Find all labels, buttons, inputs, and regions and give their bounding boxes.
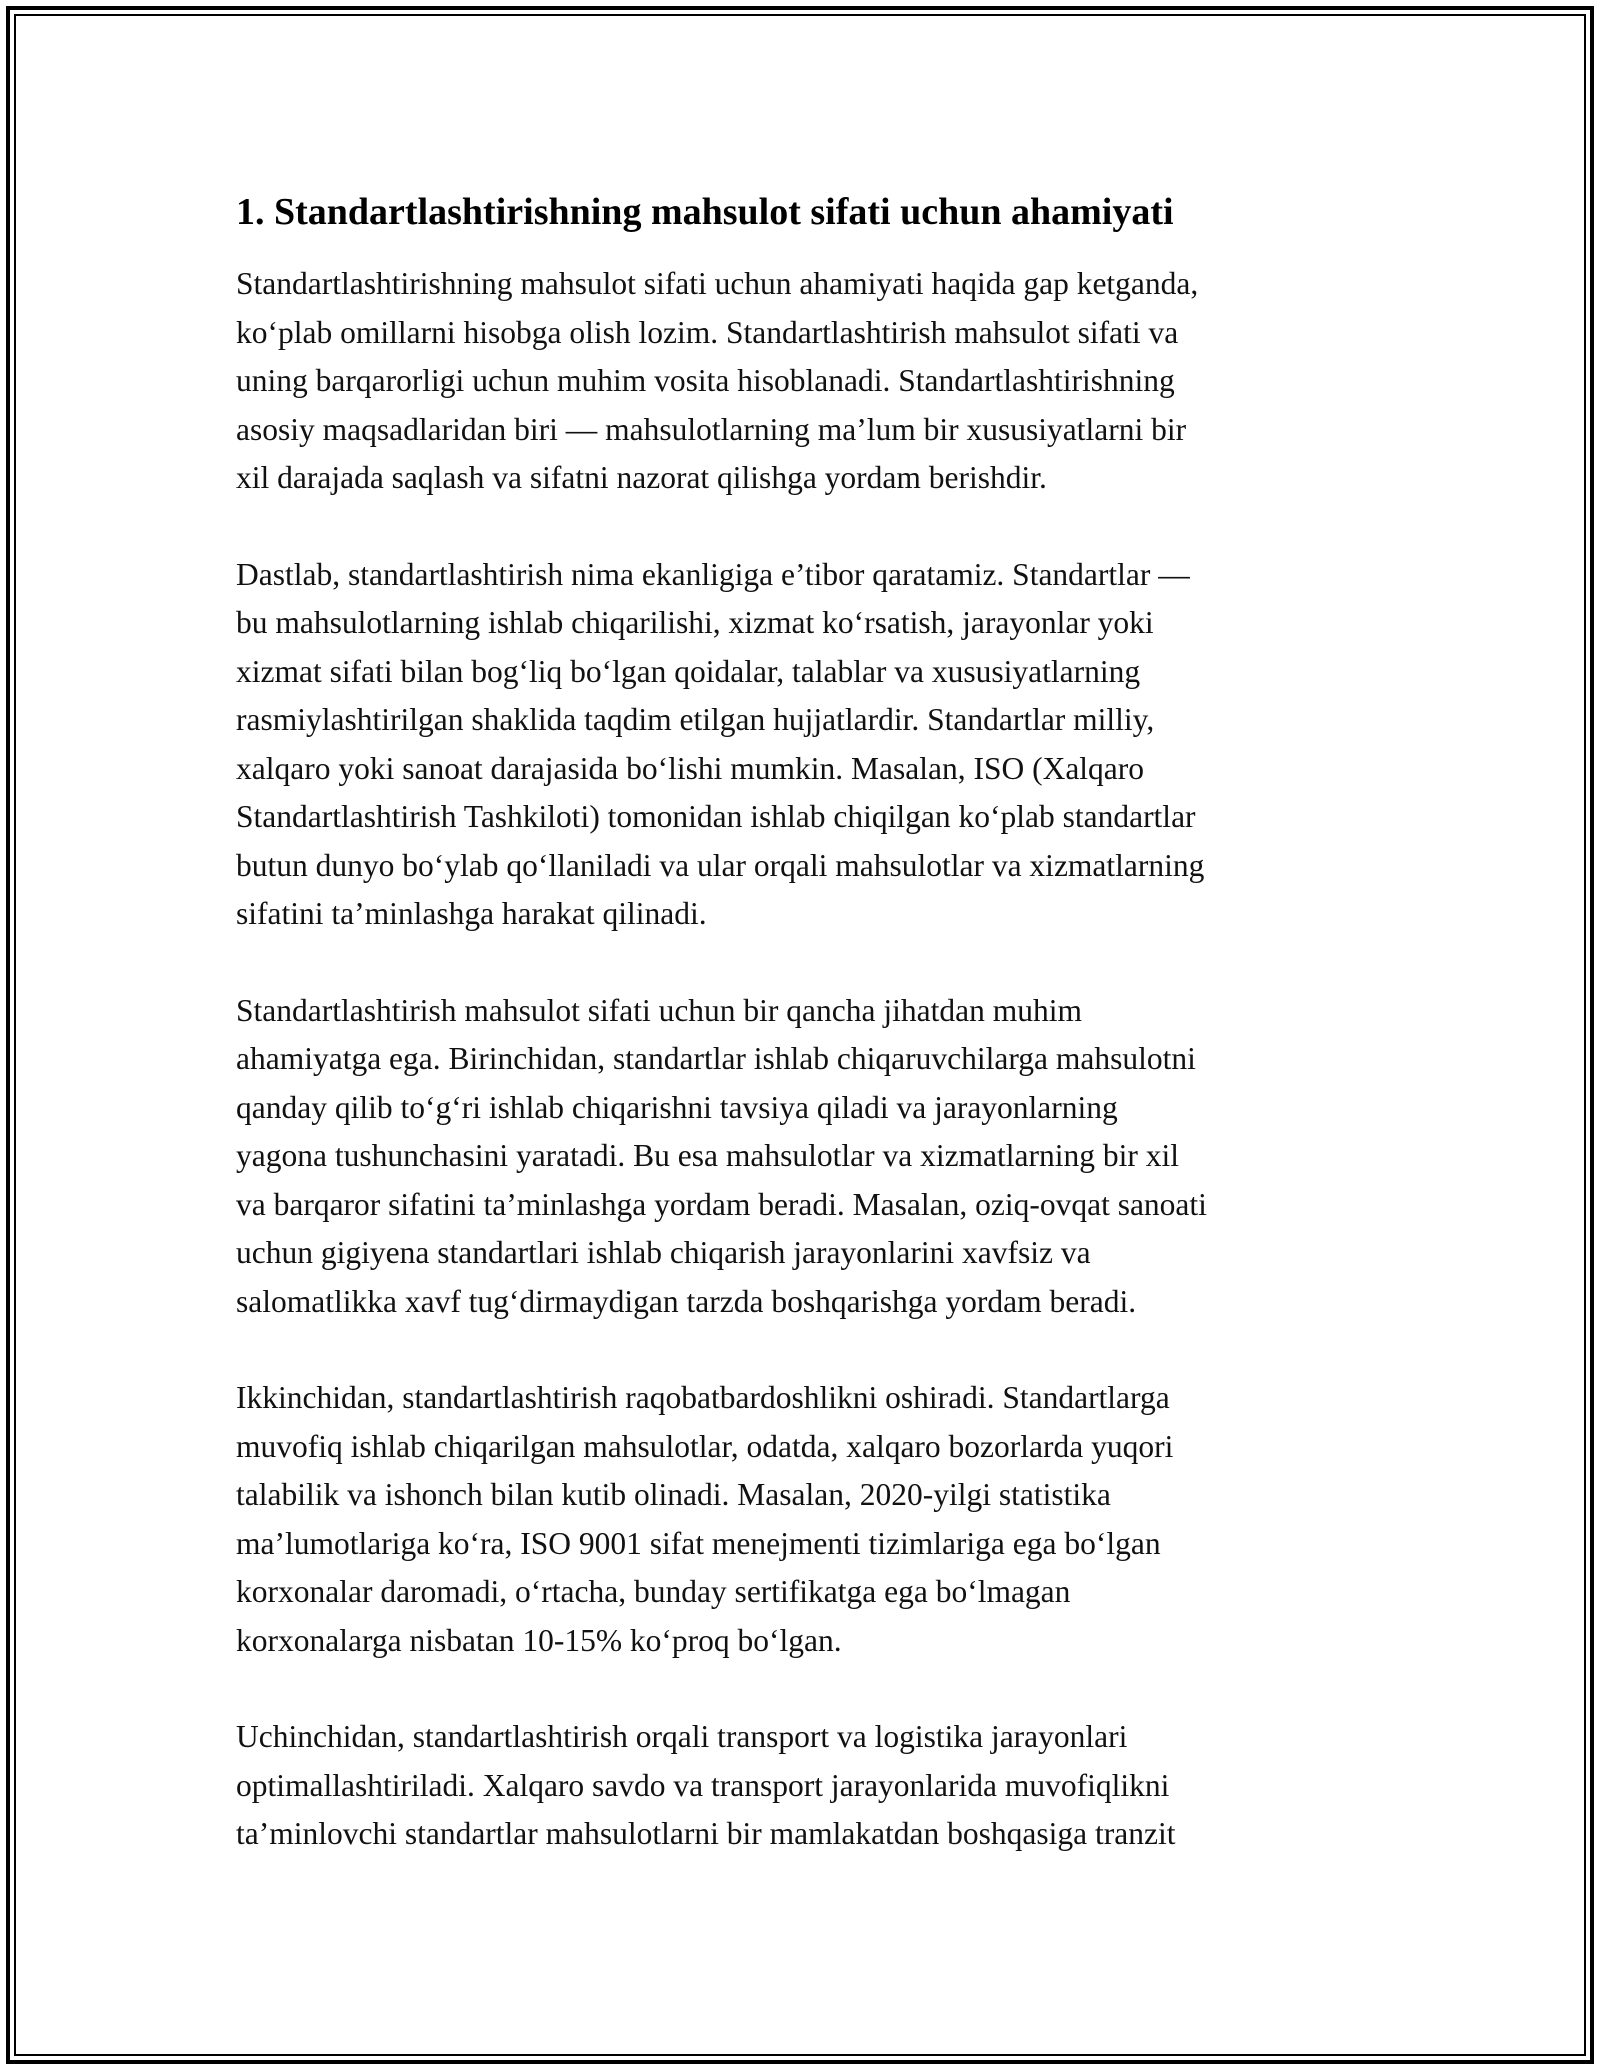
text-line: qanday qilib to‘g‘ri ishlab chiqarishni tavsiya qiladi va jarayonlarning (236, 1089, 1118, 1125)
text-line: muvofiq ishlab chiqarilgan mahsulotlar, odatda, xalqaro bozorlarda yuqori (236, 1428, 1174, 1464)
text-line: uchun gigiyena standartlari ishlab chiqarish jarayonlarini xavfsiz va (236, 1235, 1091, 1270)
text-line: asosiy maqsadlaridan biri — mahsulotlarning ma’lum bir xususiyatlarni bir (236, 411, 1187, 447)
text-line: xizmat sifati bilan bog‘liq bo‘lgan qoidalar, talablar va xususiyatlarning (236, 653, 1141, 689)
text-line: salomatlikka xavf tug‘dirmaydigan tarzda boshqarishga yordam beradi. (236, 1283, 1137, 1319)
text-line: Uchinchidan, standartlashtirish orqali transport va logistika jarayonlari (236, 1719, 1128, 1754)
text-line: Standartlashtirish mahsulot sifati uchun bir qancha jihatdan muhim (236, 992, 1082, 1028)
text-line: Standartlashtirish Tashkiloti) tomonidan ishlab chiqilgan ko‘plab standartlar (236, 799, 1196, 834)
paragraph-definition (236, 551, 1376, 939)
text-line: ahamiyatga ega. Birinchidan, standartlar ishlab chiqaruvchilarga mahsulotni (236, 1041, 1196, 1076)
text-line: bu mahsulotlarning ishlab chiqarilishi, xizmat ko‘rsatish, jarayonlar yoki (236, 605, 1154, 640)
text-line: talabilik va ishonch bilan kutib olinadi. Masalan, 2020-yilgi statistika (236, 1477, 1111, 1512)
text-line: yagona tushunchasini yaratadi. Bu esa mahsulotlar va xizmatlarning bir xil (236, 1138, 1180, 1173)
text-line: ko‘plab omillarni hisobga olish lozim. Standartlashtirish mahsulot sifati va (236, 314, 1179, 350)
text-line: Standartlashtirishning mahsulot sifati uchun ahamiyati haqida gap ketganda, (236, 266, 1199, 301)
text-line: butun dunyo bo‘ylab qo‘llaniladi va ular orqali mahsulotlar va xizmatlarning (236, 847, 1205, 883)
text-line: uning barqarorligi uchun muhim vosita hisoblanadi. Standartlashtirishning (236, 363, 1175, 398)
text-line: ta’minlovchi standartlar mahsulotlarni bir mamlakatdan boshqasiga tranzit (236, 1816, 1176, 1851)
text-line: ma’lumotlariga ko‘ra, ISO 9001 sifat menejmenti tizimlariga ega bo‘lgan (236, 1525, 1161, 1561)
text-line: xalqaro yoki sanoat darajasida bo‘lishi mumkin. Masalan, ISO (Xalqaro (236, 750, 1145, 786)
text-line: sifatini ta’minlashga harakat qilinadi. (236, 896, 707, 931)
text-line: va barqaror sifatini ta’minlashga yordam beradi. Masalan, oziq-ovqat sanoati (236, 1186, 1207, 1222)
text-line: korxonalar daromadi, o‘rtacha, bunday sertifikatga ega bo‘lmagan (236, 1574, 1071, 1609)
text-line: Dastlab, standartlashtirish nima ekanligiga e’tibor qaratamiz. Standartlar — (236, 556, 1190, 592)
text-line: rasmiylashtirilgan shaklida taqdim etilgan hujjatlardir. Standartlar milliy, (236, 702, 1155, 737)
document-body (236, 186, 1376, 1907)
text-line: xil darajada saqlash va sifatni nazorat qilishga yordam berishdir. (236, 460, 1047, 495)
text-line: korxonalarga nisbatan 10-15% ko‘proq bo‘lgan. (236, 1622, 842, 1658)
paragraph-third-reason (236, 1713, 1376, 1859)
paragraph-importance (236, 260, 1376, 503)
text-line: Ikkinchidan, standartlashtirish raqobatbardoshlikni oshiradi. Standartlarga (236, 1380, 1170, 1415)
paragraph-first-reason (236, 987, 1376, 1327)
paragraph-second-reason (236, 1374, 1376, 1665)
section-heading: 1. Standartlashtirishning mahsulot sifati uchun ahamiyati (236, 191, 1174, 233)
text-line: optimallashtiriladi. Xalqaro savdo va transport jarayonlarida muvofiqlikni (236, 1767, 1170, 1803)
